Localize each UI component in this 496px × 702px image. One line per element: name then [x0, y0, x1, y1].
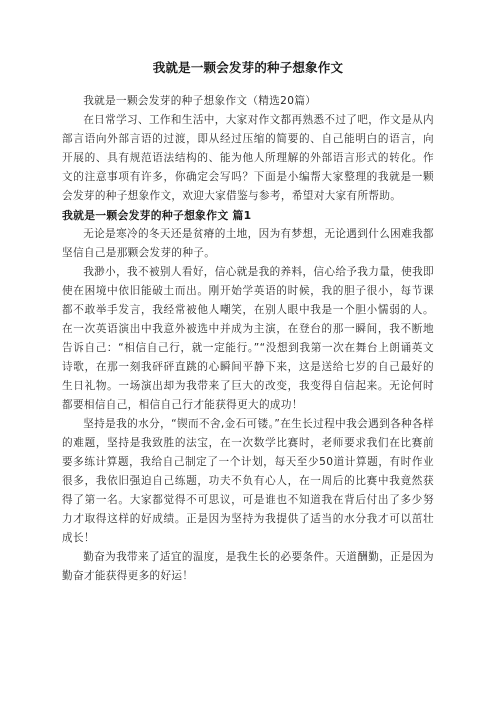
- body-paragraph-4: 勤奋为我带来了适宜的温度，是我生长的必要条件。天道酬勤，正是因为勤奋才能获得更多的好运！: [62, 551, 434, 582]
- body-paragraph-1: 无论是寒冷的冬天还是贫瘠的土地，因为有梦想，无论遇到什么困难我都坚信自己是那颗会发芽的种子。: [62, 228, 434, 259]
- section-heading: 我就是一颗会发芽的种子想象作文 篇1: [62, 209, 252, 222]
- body-paragraph-3: 坚持是我的水分，“锲而不舍,金石可镂。”在生长过程中我会遇到各种各样的难题，坚持是我致胜的法宝，在一次数学比赛时，老师要求我们在比赛前要多练计算题，我给自己制定了一个计划，每天至少50道计算题，有时作业很多，我依旧强迫自己练题，功夫不负有心人，在一周后的比赛中我竟然获得了第一名。大家都觉得不可思议，可是谁也不知道我在背后付出了多少努力才取得这样的好成绩。正是因为坚持为我提供了适当的水分我才可以茁壮成长！: [62, 418, 434, 544]
- intro-paragraph-subtitle: 我就是一颗会发芽的种子想象作文（精选20篇）: [83, 95, 317, 107]
- document-title: 我就是一颗会发芽的种子想象作文: [152, 60, 344, 75]
- body-paragraph-2: 我渺小，我不被别人看好，信心就是我的养料，信心给予我力量，使我即使在困境中依旧能破土而出。刚开始学英语的时候，我的胆子很小，每节课都不敢举手发言，我经常被他人嘲笑，在别人眼中我是一个胆小懦弱的人。在一次英语演出中我意外被选中并成为主演，在登台的那一瞬间，我不断地告诉自己：“相信自己行，就一定能行。”“没想到我第一次在舞台上朗诵英文诗歌，在那一刻我砰砰直跳的心瞬间平静下来，这是送给七岁的自己最好的生日礼物。一场演出却为我带来了巨大的改变，我变得自信起来。无论何时都要相信自己，相信自己行才能获得更大的成功！: [62, 266, 434, 411]
- intro-paragraph-description: 在日常学习、工作和生活中，大家对作文都再熟悉不过了吧，作文是从内部言语向外部言语的过渡，即从经过压缩的简要的、自己能明白的语言，向开展的、具有规范语法结构的、能为他人所理解的外部语言形式的转化。作文的注意事项有许多，你确定会写吗？下面是小编帮大家整理的我就是一颗会发芽的种子想象作文，欢迎大家借鉴与参考，希望对大家有所帮助。: [62, 114, 434, 202]
